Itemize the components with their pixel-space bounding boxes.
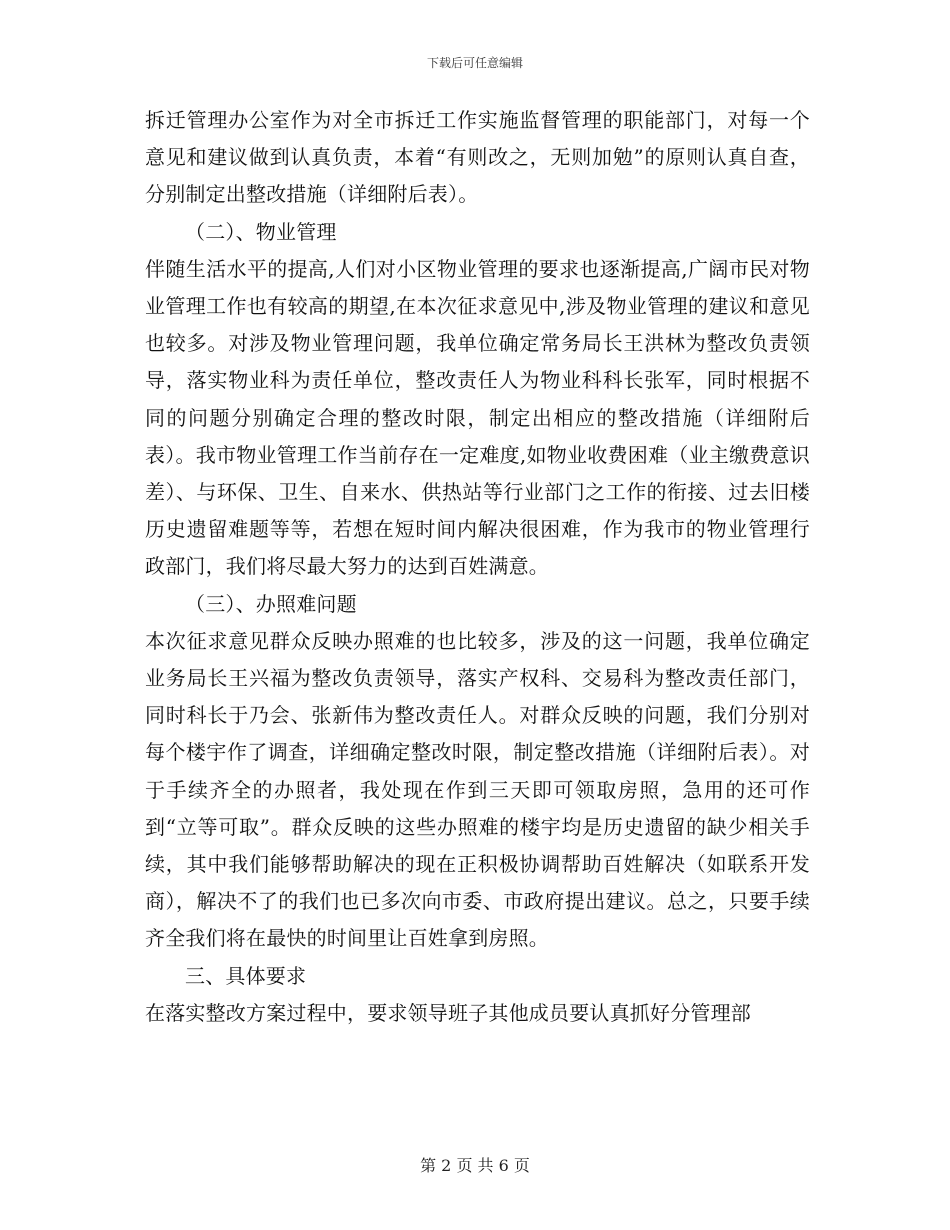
page-number: 第 2 页 共 6 页 [420, 1156, 530, 1175]
section-heading: （三）、办照难问题 [185, 591, 357, 616]
section-heading: 三、具体要求 [185, 963, 307, 988]
body-paragraph: 在落实整改方案过程中，要求领导班子其他成员要认真抓好分管理部 [145, 1000, 751, 1025]
document-body [145, 102, 810, 1032]
page-header: 下载后可任意编辑 [426, 56, 523, 70]
body-paragraph: 本次征求意见群众反映办照难的也比较多，涉及的这一问题，我单位确定业务局长王兴福为整改负责领导，落实产权科、交易科为整改责任部门，同时科长于乃会、张新伟为整改责任人。对群众反映的问题，我们分别对每个楼宇作了调查，详细确定整改时限，制定整改措施（详细附后表）。对于手续齐全的办照者，我处现在作到三天即可领取房照，急用的还可作到“立等可取”。群众反映的这些办照难的楼宇均是历史遗留的缺少相关手续，其中我们能够帮助解决的现在正积极协调帮助百姓解决（如联系开发商），解决不了的我们也已多次向市委、市政府提出建议。总之，只要手续齐全我们将在最快的时间里让百姓拿到房照。 [145, 628, 810, 951]
section-heading: （二）、物业管理 [185, 219, 337, 244]
body-paragraph: 拆迁管理办公室作为对全市拆迁工作实施监督管理的职能部门，对每一个意见和建议做到认真负责，本着“有则改之，无则加勉”的原则认真自查，分别制定出整改措施（详细附后表）。 [145, 108, 810, 207]
body-paragraph: 伴随生活水平的提高,人们对小区物业管理的要求也逐渐提高,广阔市民对物业管理工作也有较高的期望,在本次征求意见中,涉及物业管理的建议和意见也较多。对涉及物业管理问题，我单位确定常务局长王洪林为整改负责领导，落实物业科为责任单位，整改责任人为物业科科长张军，同时根据不同的问题分别确定合理的整改时限，制定出相应的整改措施（详细附后表）。我市物业管理工作当前存在一定难度,如物业收费困难（业主缴费意识差）、与环保、卫生、自来水、供热站等行业部门之工作的衔接、过去旧楼历史遗留难题等等，若想在短时间内解决很困难，作为我市的物业管理行政部门，我们将尽最大努力的达到百姓满意。 [145, 256, 810, 579]
